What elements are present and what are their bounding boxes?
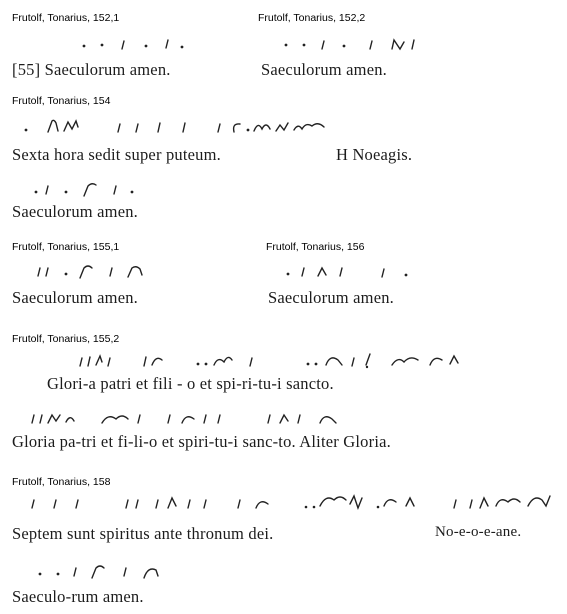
neume-line-156 bbox=[284, 262, 414, 282]
text-155-2-b: Gloria pa-tri et fi-li-o et spiri-tu-i sanc-to. Aliter Gloria. bbox=[12, 432, 391, 451]
caption-155-2: Frutolf, Tonarius, 155,2 bbox=[12, 333, 120, 345]
neume-line-158 bbox=[28, 490, 563, 516]
neume-line-158-amen bbox=[36, 560, 166, 582]
caption-155-1: Frutolf, Tonarius, 155,1 bbox=[12, 241, 120, 253]
caption-152-1: Frutolf, Tonarius, 152,1 bbox=[12, 12, 120, 24]
text-156: Saeculorum amen. bbox=[268, 288, 394, 307]
text-155-2-a: Glori-a patri et fili - o et spi-ri-tu-i sancto. bbox=[47, 374, 334, 393]
neume-line-155-2-a bbox=[76, 350, 476, 372]
neume-line-154 bbox=[20, 117, 340, 139]
text-152-2: Saeculorum amen. bbox=[261, 60, 387, 79]
text-152-1: [55] Saeculorum amen. bbox=[12, 60, 171, 79]
text-158-noeoeane: No-e-o-e-ane. bbox=[435, 524, 522, 540]
neume-line-155-1 bbox=[36, 262, 156, 282]
text-154: Sexta hora sedit super puteum. bbox=[12, 145, 221, 164]
caption-156: Frutolf, Tonarius, 156 bbox=[266, 241, 365, 253]
text-158: Septem sunt spiritus ante thronum dei. bbox=[12, 524, 274, 543]
caption-152-2: Frutolf, Tonarius, 152,2 bbox=[258, 12, 366, 24]
neume-line-155-2-b bbox=[30, 409, 460, 429]
text-155-1: Saeculorum amen. bbox=[12, 288, 138, 307]
text-158-amen: Saeculo-rum amen. bbox=[12, 587, 144, 606]
neume-line-154-amen bbox=[30, 180, 140, 200]
neume-line-152-2 bbox=[282, 36, 422, 54]
neume-line-152-1 bbox=[80, 36, 190, 54]
caption-158: Frutolf, Tonarius, 158 bbox=[12, 476, 111, 488]
text-154-noeagis: H Noeagis. bbox=[336, 145, 413, 164]
caption-154: Frutolf, Tonarius, 154 bbox=[12, 95, 111, 107]
text-154-amen: Saeculorum amen. bbox=[12, 202, 138, 221]
